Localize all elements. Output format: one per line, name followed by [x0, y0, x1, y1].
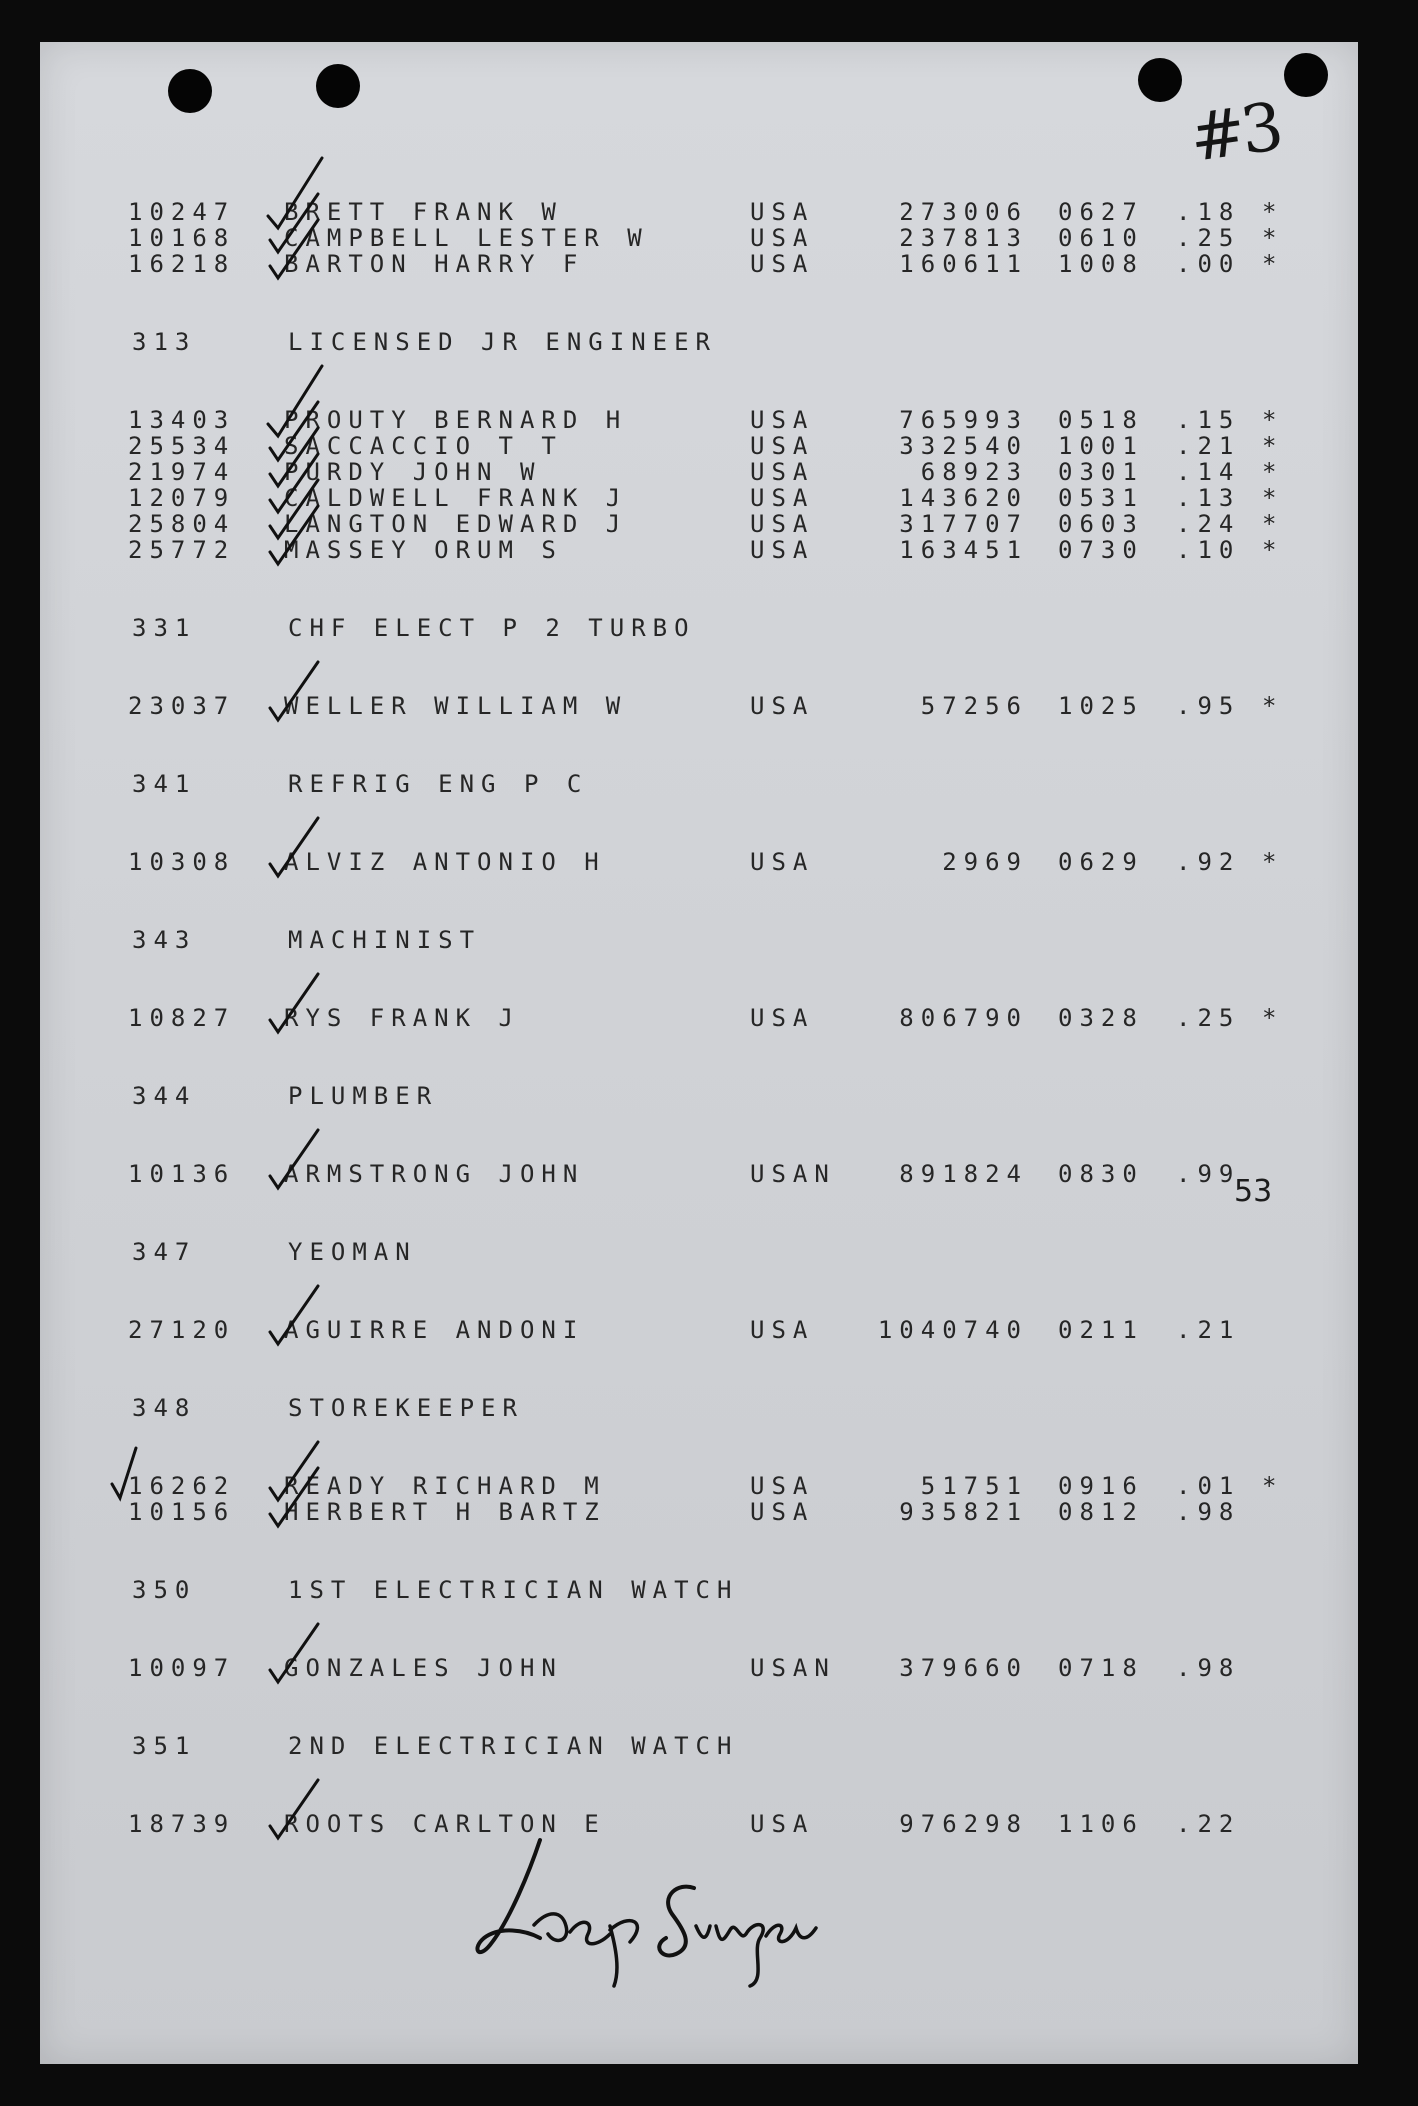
crew-code: 0830 — [1058, 1160, 1144, 1188]
asterisk-mark: * — [1262, 1004, 1284, 1032]
document-number: 806790 — [899, 1004, 1028, 1032]
nationality: USA — [750, 1810, 815, 1838]
document-number: 143620 — [899, 484, 1028, 512]
asterisk-mark: * — [1262, 510, 1284, 538]
crew-rate: .95 — [1176, 692, 1241, 720]
section-code: 343 — [132, 926, 197, 954]
document-number: 68923 — [920, 458, 1028, 486]
signature — [470, 1830, 830, 1990]
crew-rate: .15 — [1176, 406, 1241, 434]
crew-id: 23037 — [128, 692, 236, 720]
crew-id: 12079 — [128, 484, 236, 512]
crew-rate: .21 — [1176, 432, 1241, 460]
nationality: USA — [750, 692, 815, 720]
asterisk-mark: * — [1262, 406, 1284, 434]
document-number: 57256 — [920, 692, 1028, 720]
crew-name: PROUTY BERNARD H — [284, 406, 628, 434]
crew-id: 18739 — [128, 1810, 236, 1838]
document-number: 2969 — [942, 848, 1028, 876]
crew-name: CAMPBELL LESTER W — [284, 224, 649, 252]
section-code: 344 — [132, 1082, 197, 1110]
nationality: USA — [750, 1498, 815, 1526]
crew-name: MASSEY ORUM S — [284, 536, 563, 564]
crew-code: 0531 — [1058, 484, 1144, 512]
section-code: 348 — [132, 1394, 197, 1422]
crew-name: LANGTON EDWARD J — [284, 510, 628, 538]
crew-rate: .13 — [1176, 484, 1241, 512]
crew-code: 0211 — [1058, 1316, 1144, 1344]
crew-id: 10136 — [128, 1160, 236, 1188]
crew-id: 25534 — [128, 432, 236, 460]
document-number: 160611 — [899, 250, 1028, 278]
section-code: 313 — [132, 328, 197, 356]
document-number: 379660 — [899, 1654, 1028, 1682]
crew-name: ARMSTRONG JOHN — [284, 1160, 585, 1188]
nationality: USA — [750, 536, 815, 564]
document-number: 51751 — [920, 1472, 1028, 1500]
document-number: 237813 — [899, 224, 1028, 252]
crew-id: 10156 — [128, 1498, 236, 1526]
crew-rate: .98 — [1176, 1654, 1241, 1682]
crew-code: 1025 — [1058, 692, 1144, 720]
punch-hole-1 — [168, 69, 212, 113]
page-number: 53 — [1234, 1174, 1273, 1209]
asterisk-mark: * — [1262, 224, 1284, 252]
crew-code: 0718 — [1058, 1654, 1144, 1682]
punch-hole-4 — [1284, 53, 1328, 97]
crew-name: READY RICHARD M — [284, 1472, 606, 1500]
asterisk-mark: * — [1262, 484, 1284, 512]
crew-rate: .99 — [1176, 1160, 1241, 1188]
crew-rate: .22 — [1176, 1810, 1241, 1838]
crew-rate: .21 — [1176, 1316, 1241, 1344]
section-title: 2ND ELECTRICIAN WATCH — [288, 1732, 739, 1760]
crew-code: 0610 — [1058, 224, 1144, 252]
crew-rate: .00 — [1176, 250, 1241, 278]
crew-id: 16218 — [128, 250, 236, 278]
crew-name: BARTON HARRY F — [284, 250, 585, 278]
page-tag: #3 — [1185, 88, 1285, 177]
nationality: USA — [750, 1472, 815, 1500]
nationality: USA — [750, 848, 815, 876]
crew-rate: .25 — [1176, 1004, 1241, 1032]
crew-rate: .25 — [1176, 224, 1241, 252]
section-title: STOREKEEPER — [288, 1394, 524, 1422]
asterisk-mark: * — [1262, 250, 1284, 278]
crew-rate: .98 — [1176, 1498, 1241, 1526]
section-code: 331 — [132, 614, 197, 642]
crew-name: HERBERT H BARTZ — [284, 1498, 606, 1526]
nationality: USA — [750, 1004, 815, 1032]
crew-id: 10308 — [128, 848, 236, 876]
crew-code: 0603 — [1058, 510, 1144, 538]
section-title: 1ST ELECTRICIAN WATCH — [288, 1576, 739, 1604]
section-title: CHF ELECT P 2 TURBO — [288, 614, 696, 642]
crew-code: 1008 — [1058, 250, 1144, 278]
document-number: 317707 — [899, 510, 1028, 538]
document-number: 163451 — [899, 536, 1028, 564]
crew-code: 0328 — [1058, 1004, 1144, 1032]
section-title: PLUMBER — [288, 1082, 439, 1110]
crew-code: 0812 — [1058, 1498, 1144, 1526]
crew-id: 13403 — [128, 406, 236, 434]
crew-name: ROOTS CARLTON E — [284, 1810, 606, 1838]
crew-code: 1106 — [1058, 1810, 1144, 1838]
crew-code: 1001 — [1058, 432, 1144, 460]
punch-hole-2 — [316, 64, 360, 108]
nationality: USA — [750, 458, 815, 486]
asterisk-mark: * — [1262, 1472, 1284, 1500]
document-number: 765993 — [899, 406, 1028, 434]
crew-id: 25772 — [128, 536, 236, 564]
section-title: REFRIG ENG P C — [288, 770, 589, 798]
crew-id: 10247 — [128, 198, 236, 226]
nationality: USA — [750, 250, 815, 278]
asterisk-mark: * — [1262, 198, 1284, 226]
nationality: USA — [750, 224, 815, 252]
document-number: 976298 — [899, 1810, 1028, 1838]
crew-id: 10168 — [128, 224, 236, 252]
nationality: USA — [750, 432, 815, 460]
document-number: 332540 — [899, 432, 1028, 460]
nationality: USAN — [750, 1654, 836, 1682]
section-code: 351 — [132, 1732, 197, 1760]
crew-id: 27120 — [128, 1316, 236, 1344]
section-title: YEOMAN — [288, 1238, 417, 1266]
crew-code: 0916 — [1058, 1472, 1144, 1500]
asterisk-mark: * — [1262, 848, 1284, 876]
nationality: USA — [750, 510, 815, 538]
document-number: 1040740 — [877, 1316, 1028, 1344]
nationality: USA — [750, 406, 815, 434]
asterisk-mark: * — [1262, 536, 1284, 564]
crew-rate: .92 — [1176, 848, 1241, 876]
crew-id: 10827 — [128, 1004, 236, 1032]
crew-id: 10097 — [128, 1654, 236, 1682]
nationality: USAN — [750, 1160, 836, 1188]
section-code: 350 — [132, 1576, 197, 1604]
crew-id: 21974 — [128, 458, 236, 486]
crew-name: AGUIRRE ANDONI — [284, 1316, 585, 1344]
crew-name: CALDWELL FRANK J — [284, 484, 628, 512]
section-title: MACHINIST — [288, 926, 482, 954]
crew-name: BRETT FRANK W — [284, 198, 563, 226]
crew-code: 0301 — [1058, 458, 1144, 486]
crew-rate: .14 — [1176, 458, 1241, 486]
punch-hole-3 — [1138, 58, 1182, 102]
crew-rate: .24 — [1176, 510, 1241, 538]
document-number: 273006 — [899, 198, 1028, 226]
crew-name: RYS FRANK J — [284, 1004, 520, 1032]
crew-rate: .18 — [1176, 198, 1241, 226]
crew-name: SACCACCIO T T — [284, 432, 563, 460]
crew-name: GONZALES JOHN — [284, 1654, 563, 1682]
crew-code: 0730 — [1058, 536, 1144, 564]
nationality: USA — [750, 198, 815, 226]
document-number: 891824 — [899, 1160, 1028, 1188]
asterisk-mark: * — [1262, 458, 1284, 486]
section-title: LICENSED JR ENGINEER — [288, 328, 717, 356]
crew-code: 0627 — [1058, 198, 1144, 226]
nationality: USA — [750, 484, 815, 512]
crew-name: PURDY JOHN W — [284, 458, 542, 486]
crew-name: WELLER WILLIAM W — [284, 692, 628, 720]
asterisk-mark: * — [1262, 692, 1284, 720]
section-code: 341 — [132, 770, 197, 798]
asterisk-mark: * — [1262, 432, 1284, 460]
crew-rate: .01 — [1176, 1472, 1241, 1500]
crew-name: ALVIZ ANTONIO H — [284, 848, 606, 876]
crew-rate: .10 — [1176, 536, 1241, 564]
crew-code: 0518 — [1058, 406, 1144, 434]
crew-id: 25804 — [128, 510, 236, 538]
crew-id: 16262 — [128, 1472, 236, 1500]
document-number: 935821 — [899, 1498, 1028, 1526]
crew-code: 0629 — [1058, 848, 1144, 876]
nationality: USA — [750, 1316, 815, 1344]
section-code: 347 — [132, 1238, 197, 1266]
